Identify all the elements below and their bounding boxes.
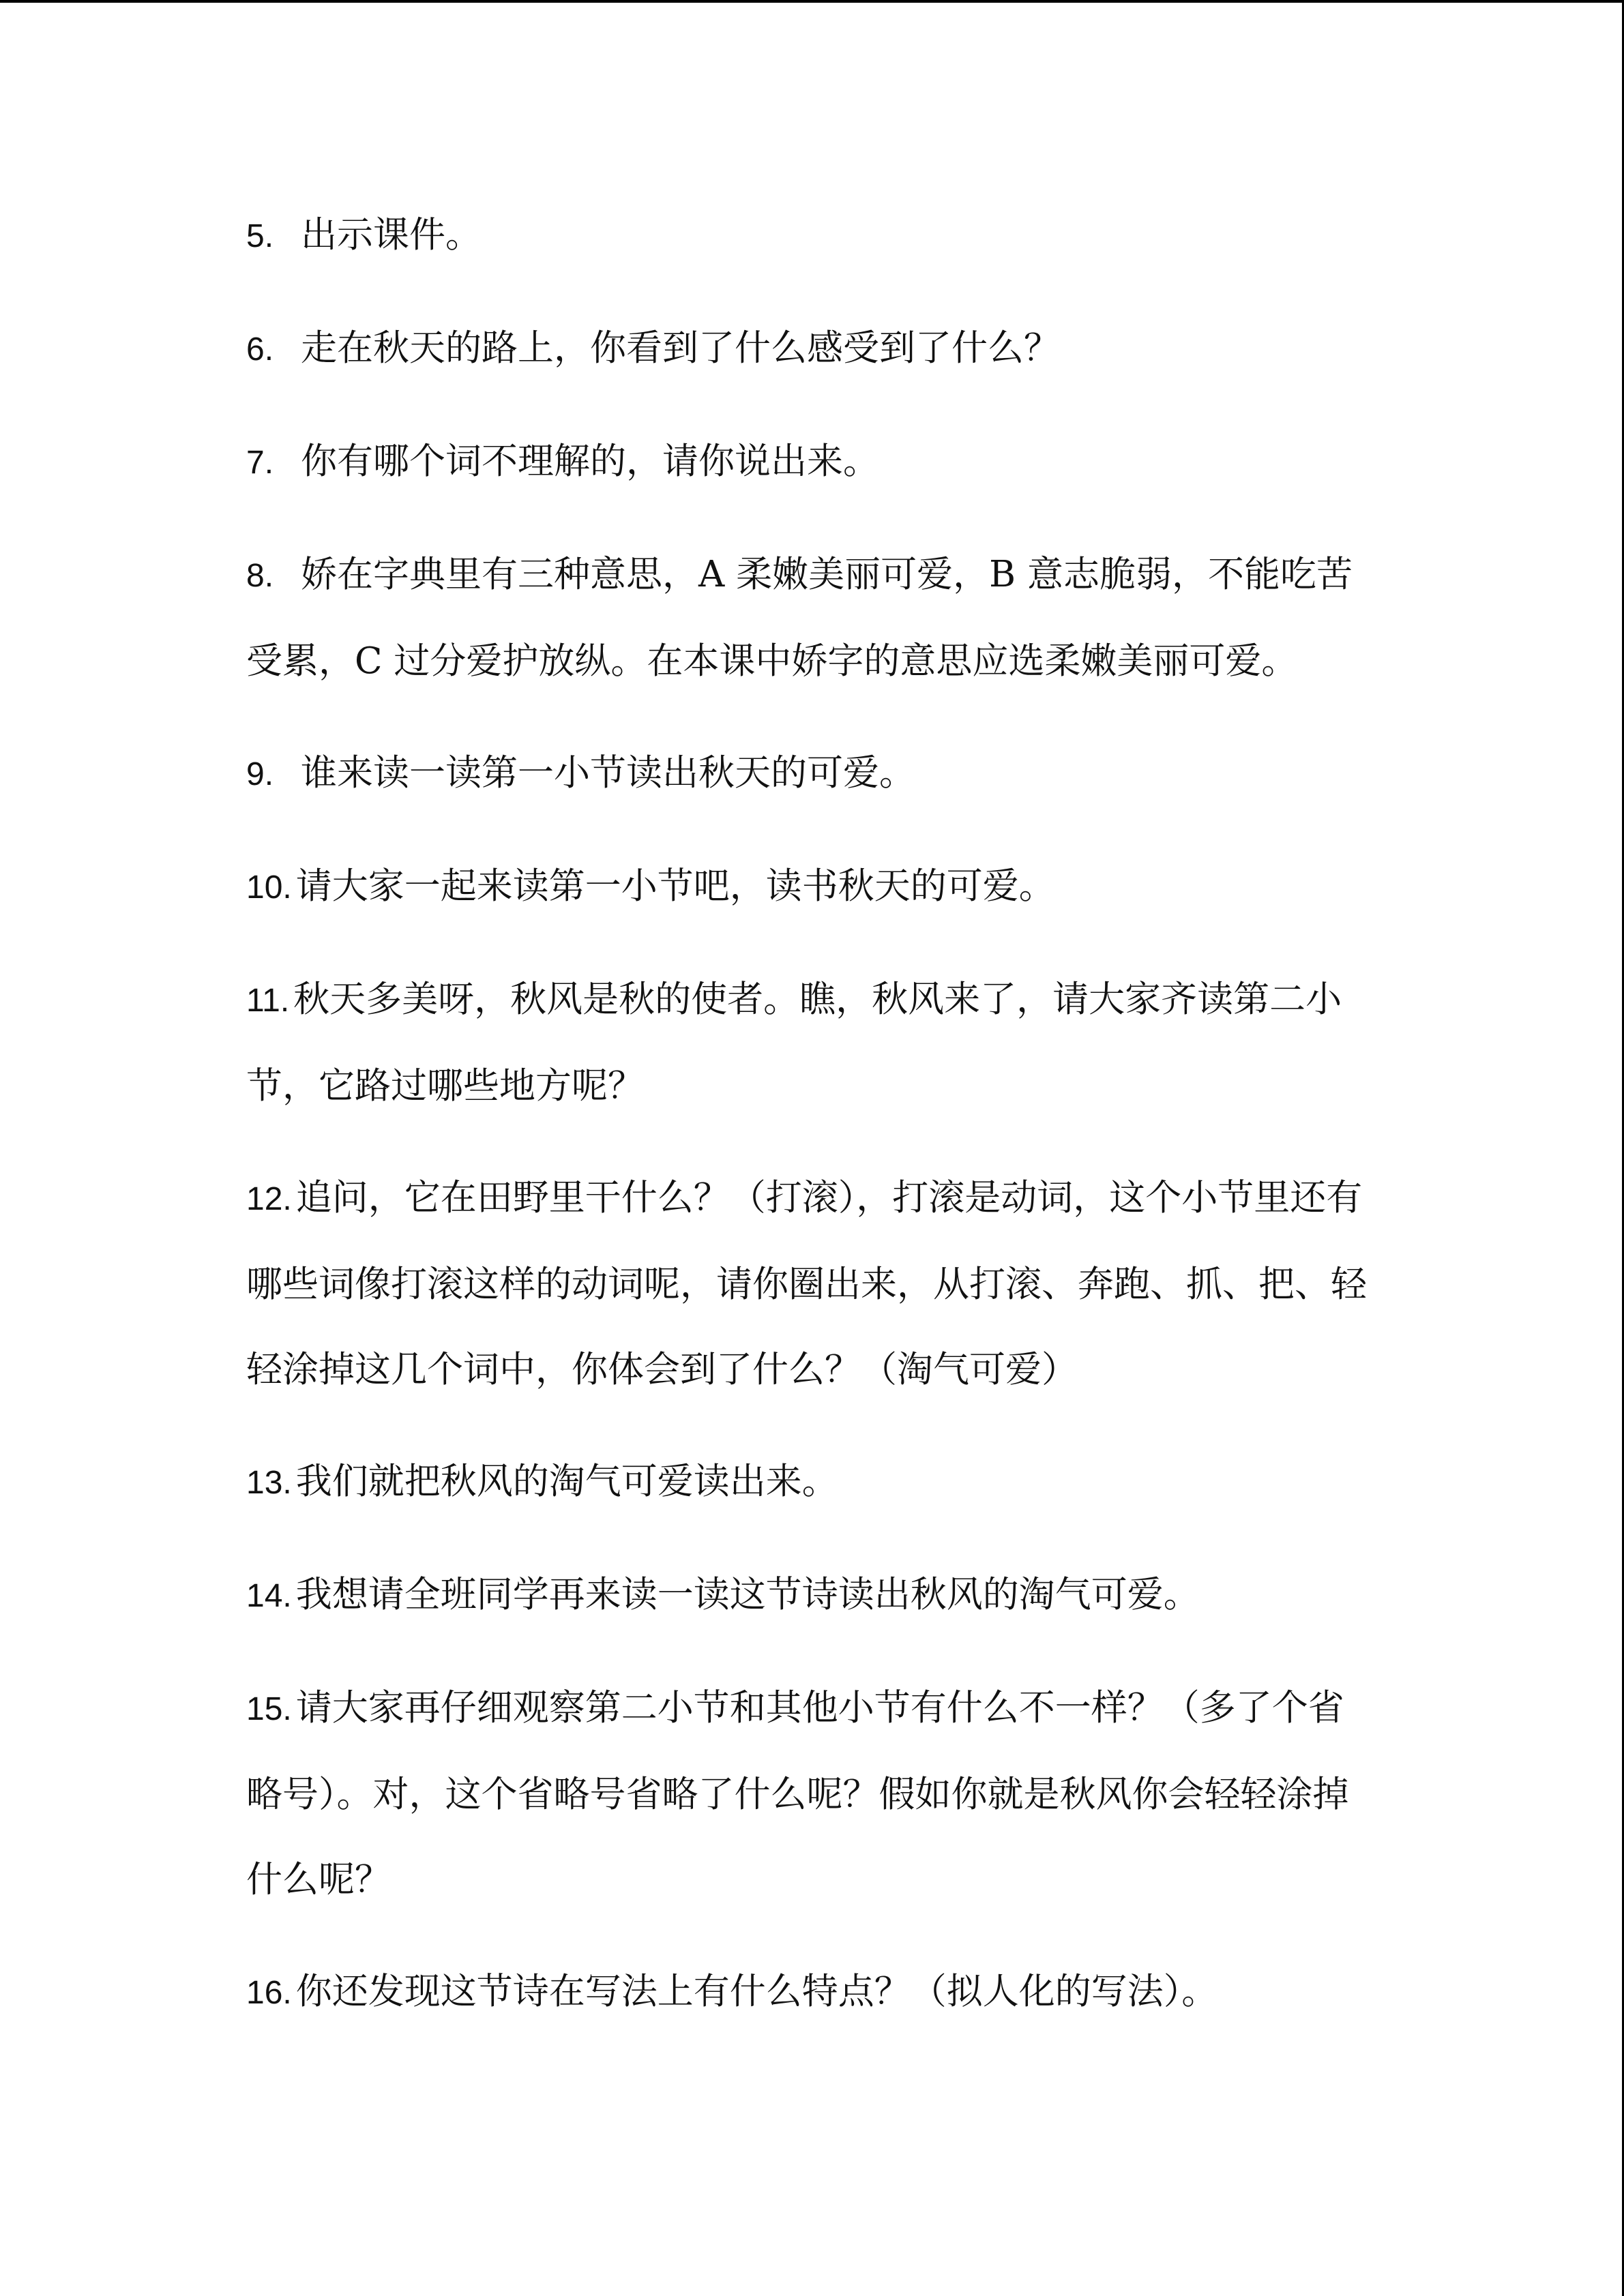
item-number: 16. <box>246 1975 292 2011</box>
item-text: 追问，它在田野里干什么？（打滚），打滚是动词，这个小节里还有哪些词像打滚这样的动词呢，请你圈出来，从打滚、奔跑、抓、把、轻轻涂掉这几个词中，你体会到了什么？（淘气可爱） <box>246 1177 1367 1390</box>
item-text: 走在秋天的路上，你看到了什么感受到了什么？ <box>301 327 1061 369</box>
item-number: 12. <box>246 1181 292 1217</box>
page-top-border <box>0 0 1624 3</box>
item-text: 娇在字典里有三种意思，A 柔嫩美丽可爱，B 意志脆弱，不能吃苦受累，C 过分爱护放纵。在本课中娇字的意思应选柔嫩美丽可爱。 <box>246 554 1353 682</box>
list-item <box>246 844 1378 930</box>
item-text: 你有哪个词不理解的，请你说出来。 <box>301 441 880 482</box>
item-number: 14. <box>246 1578 292 1614</box>
document-body <box>246 192 1378 2062</box>
item-number: 5. <box>246 218 274 254</box>
item-number: 10. <box>246 869 292 906</box>
list-item <box>246 730 1378 817</box>
item-number: 9. <box>246 756 274 792</box>
list-item <box>246 1949 1378 2036</box>
list-item <box>246 532 1378 704</box>
item-text: 我想请全班同学再来读一读这节诗读出秋风的淘气可爱。 <box>295 1574 1200 1615</box>
list-item <box>246 1552 1378 1639</box>
item-text: 出示课件。 <box>301 214 482 256</box>
list-item <box>246 1665 1378 1922</box>
list-item <box>246 1439 1378 1525</box>
item-number: 11. <box>246 983 290 1019</box>
list-item <box>246 419 1378 505</box>
item-text: 秋天多美呀，秋风是秋的使者。瞧，秋风来了，请大家齐读第二小节，它路过哪些地方呢？ <box>246 979 1342 1107</box>
item-number: 13. <box>246 1465 292 1501</box>
item-text: 请大家再仔细观察第二小节和其他小节有什么不一样？（多了个省略号）。对，这个省略号省略了什么呢？假如你就是秋风你会轻轻涂掉什么呢？ <box>246 1687 1349 1900</box>
list-item <box>246 305 1378 392</box>
list-item <box>246 957 1378 1129</box>
item-text: 我们就把秋风的淘气可爱读出来。 <box>295 1461 838 1502</box>
item-number: 15. <box>246 1691 292 1727</box>
item-text: 你还发现这节诗在写法上有什么特点？（拟人化的写法）。 <box>295 1971 1218 2012</box>
list-item <box>246 192 1378 279</box>
item-text: 谁来读一读第一小节读出秋天的可爱。 <box>301 752 916 794</box>
list-item <box>246 1155 1378 1412</box>
item-number: 7. <box>246 445 274 481</box>
item-text: 请大家一起来读第一小节吧，读书秋天的可爱。 <box>295 865 1055 907</box>
item-number: 8. <box>246 558 274 594</box>
item-number: 6. <box>246 331 274 368</box>
